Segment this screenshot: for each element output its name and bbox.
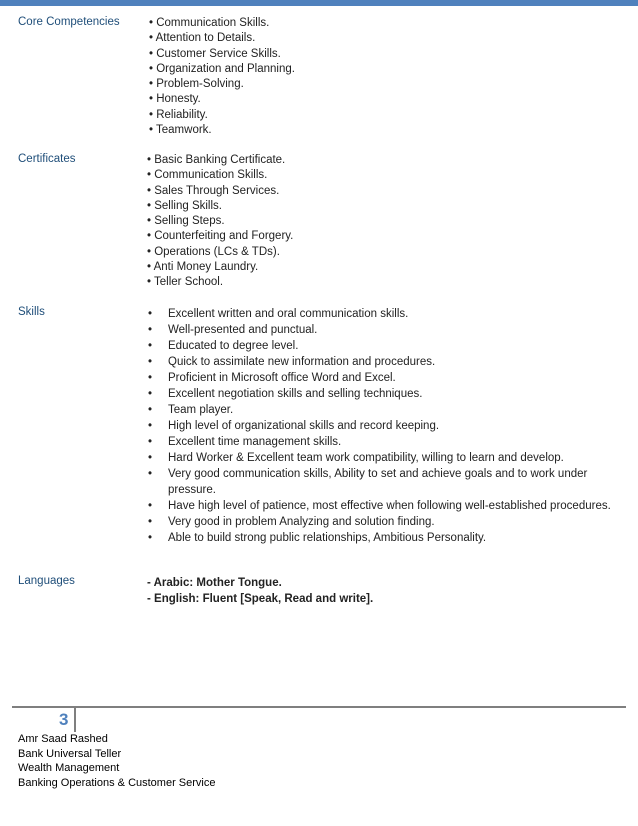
list-item <box>148 514 638 530</box>
list-item: - Arabic: Mother Tongue. <box>147 577 282 589</box>
list-item: • Attention to Details. <box>149 32 256 45</box>
languages-label: Languages <box>18 575 75 587</box>
skill-text: Excellent time management skills. <box>168 436 342 448</box>
bullet-icon: • <box>148 532 153 544</box>
skill-text: Educated to degree level. <box>168 340 299 352</box>
skills-list <box>148 306 638 546</box>
list-item: • Reliability. <box>149 108 208 121</box>
bullet-icon: • <box>148 324 153 336</box>
list-item: - English: Fluent [Speak, Read and write]. <box>147 593 374 605</box>
core-competencies-list <box>149 16 295 138</box>
certificates-list <box>147 153 293 291</box>
bullet-icon: • <box>148 500 153 512</box>
skill-text: Team player. <box>168 404 234 416</box>
footer-department: Wealth Management <box>18 762 120 774</box>
list-item: • Selling Skills. <box>147 199 222 212</box>
footer-title: Bank Universal Teller <box>18 747 122 760</box>
list-item: • Organization and Planning. <box>149 62 295 75</box>
bullet-icon: • <box>148 340 153 352</box>
list-item: • Operations (LCs & TDs). <box>147 245 280 258</box>
list-item <box>148 354 638 370</box>
skill-text: Quick to assimilate new information and procedures. <box>168 356 436 368</box>
list-item <box>148 450 638 466</box>
bullet-icon: • <box>148 436 153 448</box>
list-item: • Anti Money Laundry. <box>147 261 259 274</box>
list-item: • Counterfeiting and Forgery. <box>147 230 294 243</box>
skill-text: Hard Worker & Excellent team work compatibility, willing to learn and develop. <box>168 452 564 464</box>
list-item <box>148 338 638 354</box>
certificates-label: Certificates <box>18 153 76 165</box>
list-item <box>148 418 638 434</box>
list-item <box>148 402 638 418</box>
languages-list <box>147 575 373 607</box>
footer-specialty: Banking Operations & Customer Service <box>18 776 216 789</box>
bullet-icon: • <box>148 420 153 432</box>
list-item <box>148 530 638 546</box>
skill-text: Very good in problem Analyzing and solution finding. <box>168 516 435 528</box>
bullet-icon: • <box>148 356 153 368</box>
skill-text: Well-presented and punctual. <box>168 324 318 336</box>
list-item: • Teamwork. <box>149 124 212 137</box>
list-item <box>148 370 638 386</box>
footer-name: Amr Saad Rashed <box>18 733 108 745</box>
list-item: • Basic Banking Certificate. <box>147 154 286 166</box>
bullet-icon: • <box>148 452 153 464</box>
list-item <box>148 466 638 498</box>
skills-label: Skills <box>18 306 45 318</box>
skill-text: Very good communication skills, Ability to set and achieve goals and to work under pressure. <box>168 468 588 496</box>
list-item: • Problem-Solving. <box>149 78 244 91</box>
skill-text: Able to build strong public relationships, Ambitious Personality. <box>168 532 487 544</box>
list-item: • Honesty. <box>149 93 201 106</box>
skill-text: Excellent written and oral communication skills. <box>168 308 409 320</box>
list-item: • Teller School. <box>147 276 224 289</box>
list-item <box>148 322 638 338</box>
skill-text: Have high level of patience, most effective when following well-established procedures. <box>168 500 611 512</box>
list-item: • Communication Skills. <box>149 17 270 29</box>
footer-divider <box>12 706 626 708</box>
bullet-icon: • <box>148 404 153 416</box>
list-item: • Customer Service Skills. <box>149 47 281 60</box>
bullet-icon: • <box>148 468 153 480</box>
skill-text: Excellent negotiation skills and selling techniques. <box>168 388 423 400</box>
list-item: • Sales Through Services. <box>147 184 280 197</box>
bullet-icon: • <box>148 388 153 400</box>
page-number-divider <box>74 708 76 732</box>
bullet-icon: • <box>148 516 153 528</box>
bullet-icon: • <box>148 308 153 320</box>
list-item: • Communication Skills. <box>147 169 268 182</box>
footer-info <box>18 732 215 790</box>
skill-text: Proficient in Microsoft office Word and Excel. <box>168 372 396 384</box>
core-competencies-label: Core Competencies <box>18 16 120 28</box>
skill-text: High level of organizational skills and record keeping. <box>168 420 440 432</box>
list-item <box>148 498 638 514</box>
bullet-icon: • <box>148 372 153 384</box>
page-number: 3 <box>59 710 69 729</box>
list-item <box>148 386 638 402</box>
list-item <box>148 434 638 450</box>
list-item <box>148 306 638 322</box>
list-item: • Selling Steps. <box>147 215 225 228</box>
top-accent-bar <box>0 0 638 6</box>
